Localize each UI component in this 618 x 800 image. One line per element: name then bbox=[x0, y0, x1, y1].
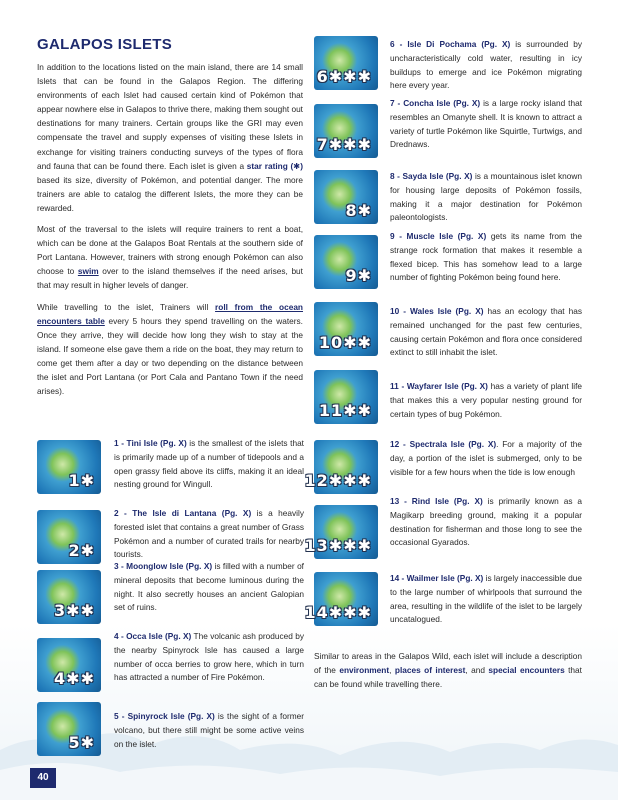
islet-map-7: 7✱✱✱ bbox=[314, 104, 378, 158]
intro-paragraph-1: In addition to the locations listed on the main island, there are 14 small Islets that can be found in the Galapos Region. The differing environments of each Islet had caused certain kind of Pokémon that appear nowhere else in Galapos to thrive there, making them sought out destinations for many trainers. Certain groups like the GRI may even compensate the travel and supply expenses of visiting these Islets in exchange for visiting trainers conducting surveys of the types of flora and fauna that can be found there. Each islet is given a star rating (✱) based its size, diversity of Pokémon, and potential danger. The more trainers are able to catalog the different Islets, the more they can be rewarded. bbox=[37, 62, 303, 213]
intro-text bbox=[37, 60, 303, 405]
intro-paragraph-3: While travelling to the islet, Trainers will roll from the ocean encounters table every 5 hours they spend travelling on the waters. Once they arrive, they will decide how long they wish to stay at the island. If someone else gave them a ride on the boat, they may return to come get them after a day or two depending on the distance between the islet and Port Lantana (or Port Cala and Pantano Town if the need arises). bbox=[37, 301, 303, 397]
islet-map-8: 8✱ bbox=[314, 170, 378, 224]
islet-map-1: 1✱ bbox=[37, 440, 101, 494]
islet-map-4: 4✱✱ bbox=[37, 638, 101, 692]
closing-paragraph: Similar to areas in the Galapos Wild, each islet will include a description of the environment, places of interest, and special encounters that can be found while travelling there. bbox=[314, 651, 582, 689]
islet-entry-2: 2 - The Isle di Lantana (Pg. X) is a heavily forested islet that contains a great number of Grass Pokémon and a number of curated trails for nearby tourists. bbox=[114, 508, 304, 560]
islet-map-9: 9✱ bbox=[314, 235, 378, 289]
islet-map-12: 12✱✱✱ bbox=[314, 440, 378, 494]
islet-entry-5: 5 - Spinyrock Isle (Pg. X) is the sight of a former volcano, but there still might be some active veins on the islet. bbox=[114, 711, 305, 749]
islet-map-5: 5✱ bbox=[37, 702, 101, 756]
page-number: 40 bbox=[30, 768, 56, 788]
islet-map-10: 10✱✱ bbox=[314, 302, 378, 356]
islet-entry-7: 7 - Concha Isle (Pg. X) is a large rocky island that resembles an Omanyte shell. It is known to attract a variety of turtle Pokémon like Squirtle, Turtwigs, and Drednaws. bbox=[390, 98, 582, 150]
islet-entry-11: 11 - Wayfarer Isle (Pg. X) has a variety of plant life that makes this a very popular nesting ground for certain types of bug Pokémon. bbox=[390, 381, 582, 419]
islet-entry-13: 13 - Rind Isle (Pg. X) is primarily known as a Magikarp breeding ground, making it a popular destination for fisherman and those long to see the occasional Gyarados. bbox=[390, 496, 582, 548]
islet-entry-6: 6 - Isle Di Pochama (Pg. X) is surrounded by uncharacteristically cold water, resulting in icy buildups to emerge and ice Pokémon migrating here every year. bbox=[390, 39, 582, 91]
islet-entry-3: 3 - Moonglow Isle (Pg. X) is filled with a number of mineral deposits that become luminous during the night. It also secretly houses an ancient Galopian set of ruins. bbox=[114, 561, 304, 613]
islet-entry-12: 12 - Spectrala Isle (Pg. X). For a majority of the day, a portion of the islet is submerged, only to be visible for a few hours when the tide is low enough bbox=[390, 439, 582, 477]
islet-entry-8: 8 - Sayda Isle (Pg. X) is a mountainous islet known for housing large deposits of Pokémon fossils, making it a major destination for Pokémon paleontologists. bbox=[390, 171, 582, 223]
islet-map-11: 11✱✱ bbox=[314, 370, 378, 424]
islet-map-13: 13✱✱✱ bbox=[314, 505, 378, 559]
page-title: GALAPOS ISLETS bbox=[37, 36, 173, 53]
islet-map-3: 3✱✱ bbox=[37, 570, 101, 624]
islet-entry-10: 10 - Wales Isle (Pg. X) has an ecology that has remained unchanged for the past few centuries, causing certain Pokémon and flora once considered extinct to still inhabit the islet. bbox=[390, 306, 582, 358]
islet-entry-4: 4 - Occa Isle (Pg. X) The volcanic ash produced by the nearby Spinyrock Isle has caused a large number of occa berries to grow here, which in turn has attracted a number of Fire Pokémon. bbox=[114, 631, 304, 683]
islet-entry-14: 14 - Wailmer Isle (Pg. X) is largely inaccessible due to the large number of whirlpools that surround the area, resulting in the wildlife of the islet to be largely uncatalogued. bbox=[390, 573, 582, 625]
intro-paragraph-2: Most of the traversal to the islets will require trainers to rent a boat, which can be done at the Galapos Boat Rentals at the southern side of Port Lantana. However, trainers with strong enough Pokémon can also choose to swim over to the island themselves if the need arises, but that may result in higher levels of danger. bbox=[37, 224, 303, 291]
islet-entry-9: 9 - Muscle Isle (Pg. X) gets its name from the strange rock formation that makes it resemble a flexed bicep. This has somehow lead to a large number of fighting Pokémon being found here. bbox=[390, 231, 583, 283]
swim-term: swim bbox=[77, 266, 99, 277]
islet-map-14: 14✱✱✱ bbox=[314, 572, 378, 626]
islet-entry-1: 1 - Tini Isle (Pg. X) is the smallest of the islets that is primarily made up of a number of tidepools and a open grassy field above its cliffs, making it an ideal nesting ground for Wingull. bbox=[114, 438, 304, 490]
star-rating-term: star rating (✱) bbox=[246, 160, 303, 171]
islet-map-6: 6✱✱✱ bbox=[314, 36, 378, 90]
ocean-encounters-link[interactable]: roll from the ocean encounters table bbox=[37, 301, 303, 326]
islet-map-2: 2✱ bbox=[37, 510, 101, 564]
